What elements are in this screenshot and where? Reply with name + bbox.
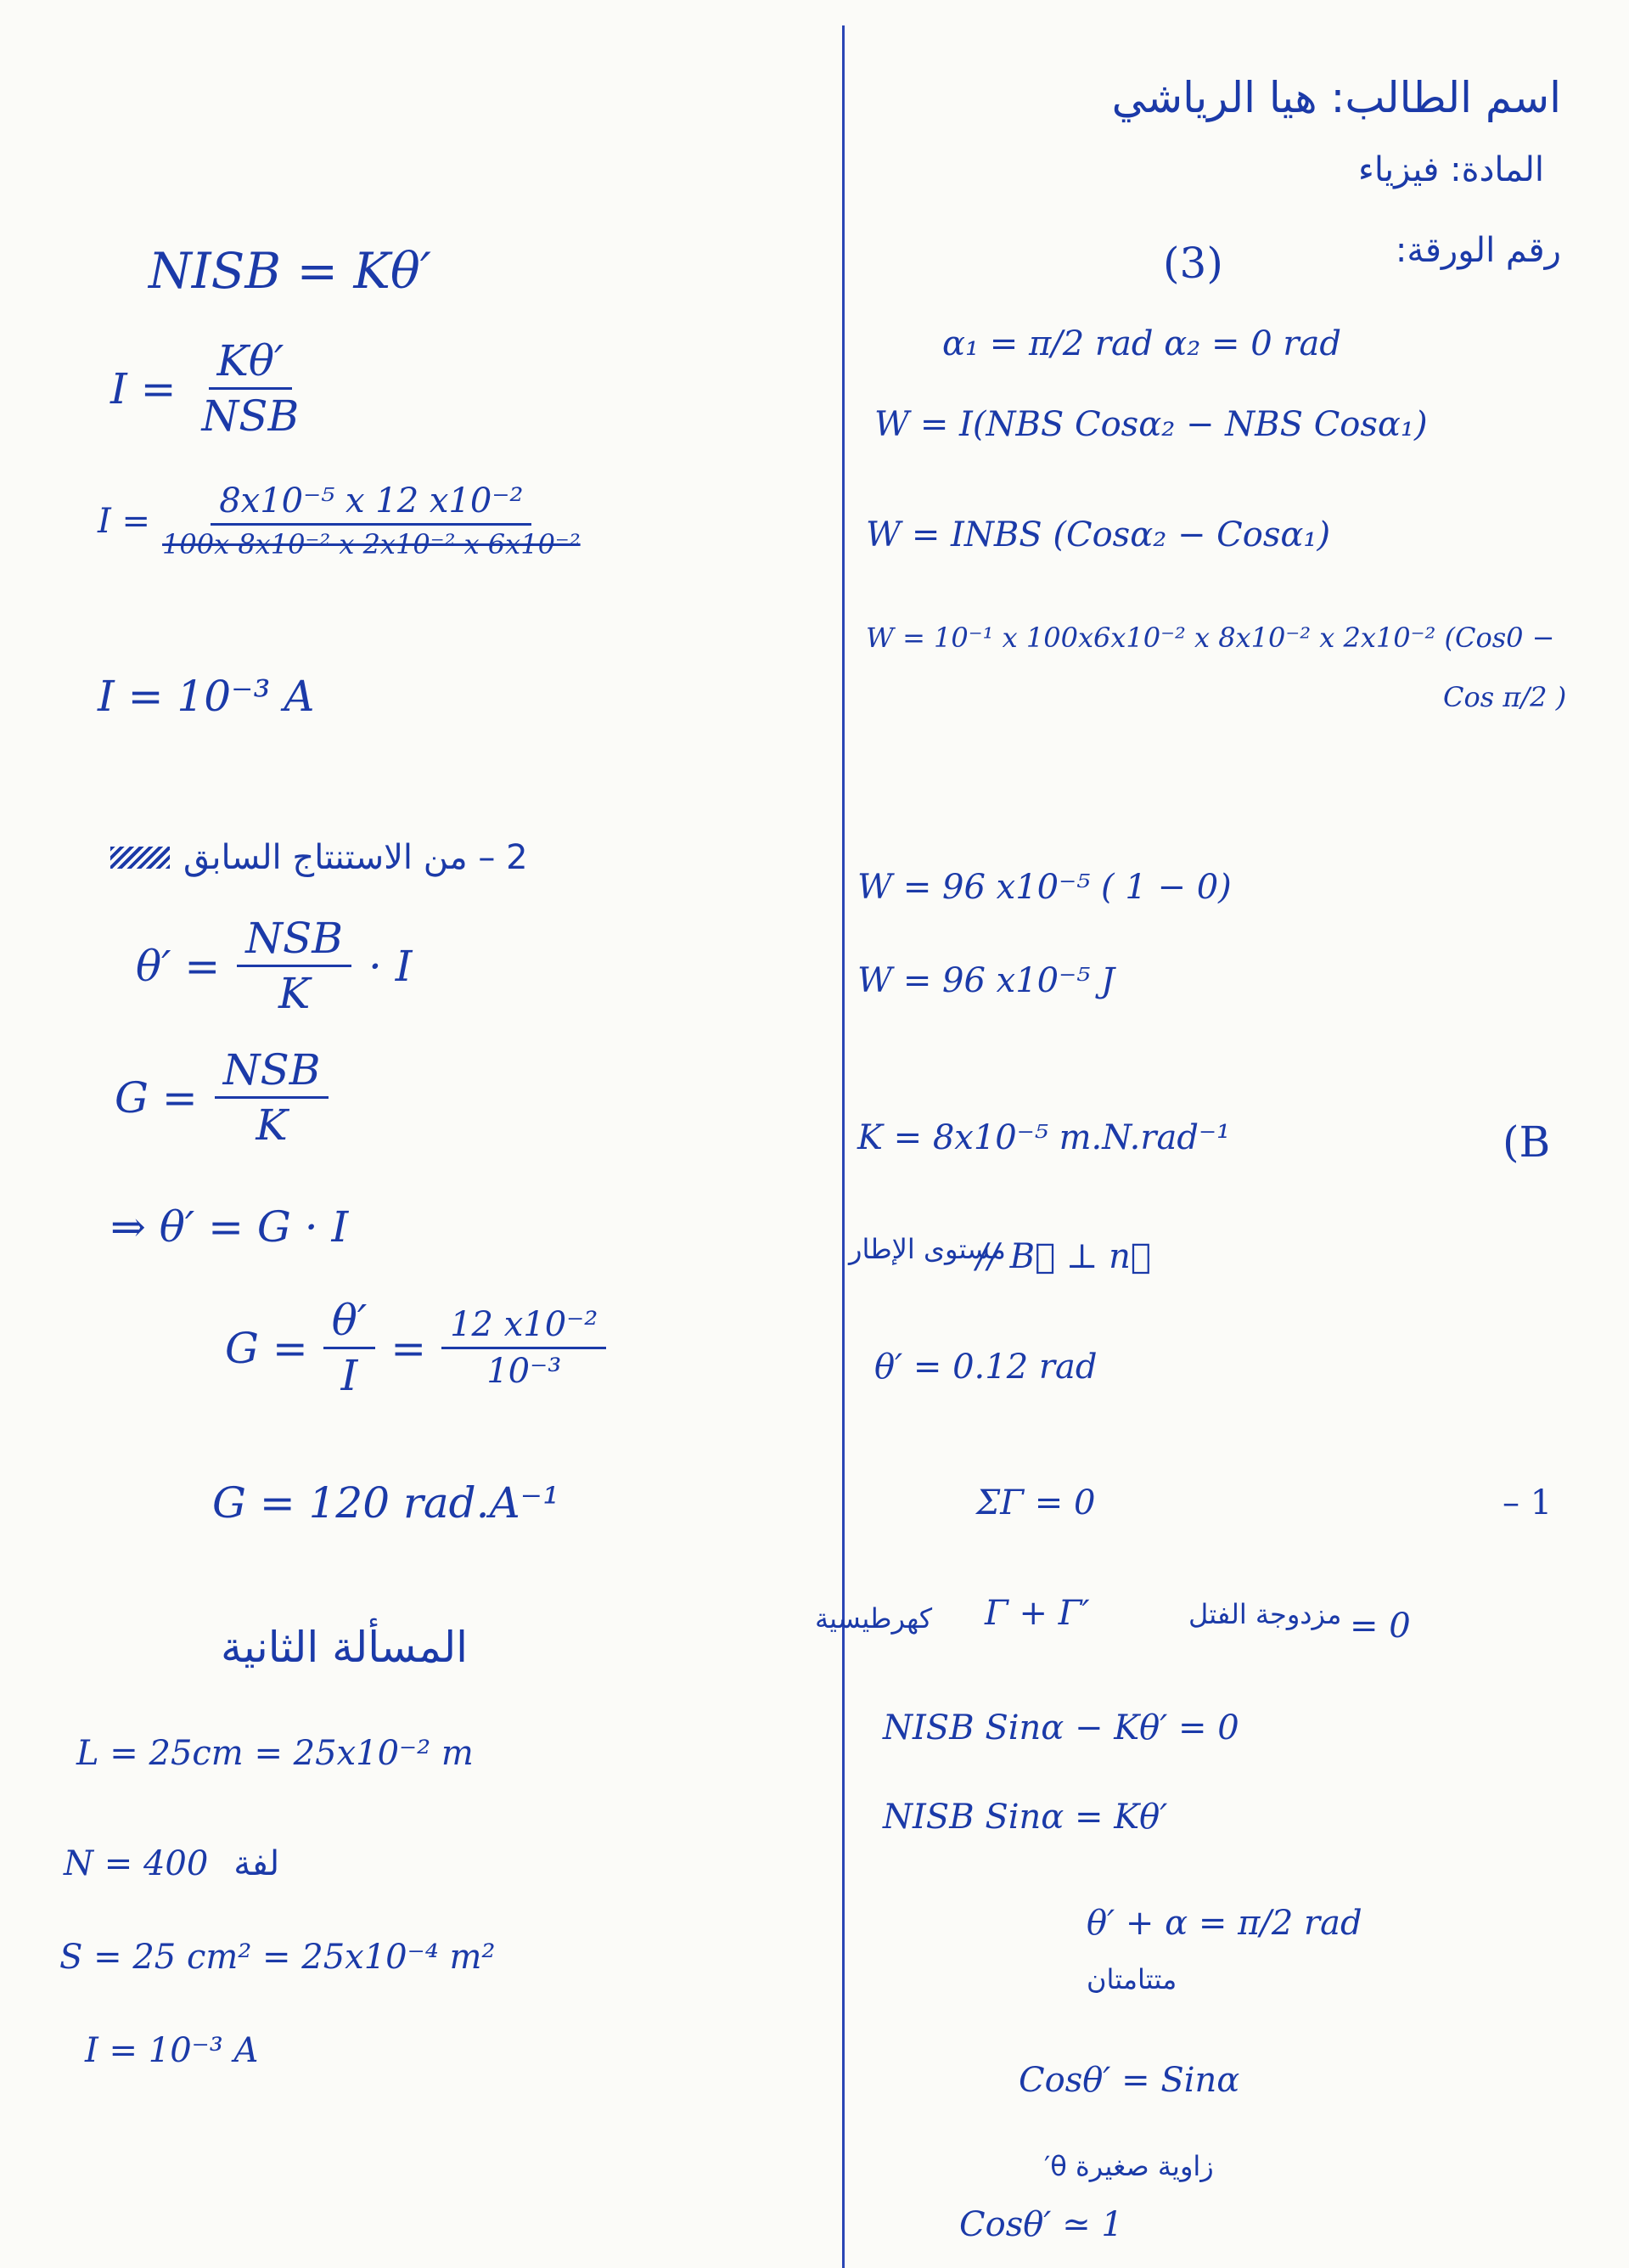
right-eq-torque-sum: ΣΓ = 0 <box>976 1483 1096 1522</box>
crossed-out-scribble <box>110 847 170 869</box>
left-eq-torque: NISB = Kθ′ <box>149 242 431 300</box>
frac-denominator: I <box>340 1351 358 1400</box>
left-eq-theta-lhs: θ′ = <box>136 941 221 991</box>
right-eq-complementary: θ′ + α = π/2 rad <box>1087 1904 1362 1943</box>
subject-line: المادة: فيزياء <box>1358 150 1544 189</box>
frac-denominator: K <box>256 1100 288 1150</box>
frac-numerator: 12 x10⁻² <box>441 1308 606 1349</box>
small-angle-label: زاوية صغيرة θ′ <box>1044 2150 1214 2182</box>
student-name: اسم الطالب: هيا الرياشي <box>1111 73 1561 122</box>
right-eq-k: K = 8x10⁻⁵ m.N.rad⁻¹ <box>857 1118 1231 1157</box>
left-eq-g-value-calc <box>225 1296 606 1400</box>
right-eq-work-factored: W = INBS (Cosα₂ − Cosα₁) <box>866 515 1331 554</box>
frac-denominator: 10⁻³ <box>486 1352 562 1391</box>
left-eq-sub-lhs: I = <box>98 501 151 541</box>
column-divider <box>842 25 845 2268</box>
frame-plane-label: مستوى الإطار <box>849 1233 1006 1265</box>
left-eq-gcalc-lhs: G = <box>225 1323 308 1373</box>
left-eq-current-frac <box>201 336 300 441</box>
left-eq-theta-frac <box>237 914 351 1018</box>
left-eq-gcalc-mid: = <box>390 1323 427 1373</box>
right-eq-work-def: W = I(NBS Cosα₂ − NBS Cosα₁) <box>874 405 1428 444</box>
q2-label: 2 – من الاستنتاج السابق <box>183 838 528 877</box>
left-eq-turns <box>64 1844 280 1883</box>
left-eq-current-substituted <box>98 481 581 560</box>
left-eq-turns-unit: لفة <box>233 1844 280 1883</box>
left-eq-g-lhs: G = <box>115 1072 198 1123</box>
right-eq-theta: θ′ = 0.12 rad <box>874 1348 1098 1387</box>
left-eq-current-given: I = 10⁻³ A <box>85 2031 259 2070</box>
left-eq-theta-g: ⇒ θ′ = G · I <box>110 1202 349 1252</box>
left-eq-g-formula <box>115 1045 329 1150</box>
left-eq-theta-formula <box>136 914 413 1018</box>
left-eq-current-lhs: I = <box>110 363 177 414</box>
left-eq-turns-value: N = 400 <box>64 1844 209 1883</box>
right-eq-work-result: W = 96 x10⁻⁵ J <box>857 961 1115 1000</box>
section-2-heading: المسألة الثانية <box>221 1623 469 1672</box>
frac-numerator: NSB <box>237 917 351 967</box>
right-eq-work-value: W = 96 x10⁻⁵ ( 1 − 0) <box>857 868 1232 907</box>
frac-denominator: 100x 8x10⁻² x 2x10⁻² x 6x10⁻² <box>162 528 581 560</box>
left-eq-theta-rhs: · I <box>368 941 413 991</box>
paper-label: رقم الورقة: <box>1395 231 1561 270</box>
left-eq-g-result: G = 120 rad.A⁻¹ <box>212 1478 560 1528</box>
left-eq-gcalc-frac2 <box>441 1305 606 1391</box>
frac-numerator: 8x10⁻⁵ x 12 x10⁻² <box>211 484 531 526</box>
right-eq-vectors: // B⃗ ⊥ n⃗ <box>976 1237 1151 1276</box>
q2-heading <box>110 838 528 877</box>
frac-numerator: θ′ <box>323 1299 375 1349</box>
frac-numerator: Kθ′ <box>209 340 293 390</box>
left-eq-current-result: I = 10⁻³ A <box>98 672 315 721</box>
right-eq-torques: Γ + Γ′ <box>985 1594 1090 1633</box>
left-eq-area: S = 25 cm² = 25x10⁻⁴ m² <box>59 1938 496 1977</box>
right-eq-torques-rhs: = 0 <box>1350 1607 1411 1646</box>
part-b-label: (B <box>1503 1117 1551 1167</box>
complementary-label: متتامتان <box>1087 1963 1177 1995</box>
torsion-couple-label: مزدوجة الفتل <box>1188 1598 1342 1630</box>
item-number-1: – 1 <box>1503 1483 1553 1522</box>
right-eq-work-substituted-cont: Cos π/2 ) <box>1443 681 1567 713</box>
right-eq-balance-2: NISB Sinα = Kθ′ <box>883 1798 1168 1837</box>
frac-numerator: NSB <box>215 1049 329 1099</box>
paper-number: (3) <box>1163 239 1223 288</box>
left-eq-g-frac <box>215 1045 329 1150</box>
frac-denominator: K <box>278 969 311 1018</box>
right-eq-balance: NISB Sinα − Kθ′ = 0 <box>883 1708 1239 1747</box>
right-eq-work-substituted: W = 10⁻¹ x 100x6x10⁻² x 8x10⁻² x 2x10⁻² (Cos0 − <box>866 622 1555 654</box>
frac-denominator: NSB <box>201 391 300 441</box>
right-eq-cos-approx: Cosθ′ ≃ 1 <box>959 2205 1123 2244</box>
right-eq-alpha: α₁ = π/2 rad α₂ = 0 rad <box>942 324 1341 363</box>
electromagnetic-label: كهرطيسية <box>815 1602 933 1635</box>
left-eq-length: L = 25cm = 25x10⁻² m <box>76 1734 474 1773</box>
left-eq-current-formula <box>110 336 300 441</box>
left-eq-sub-frac <box>162 481 581 560</box>
left-eq-gcalc-frac1 <box>323 1296 375 1400</box>
right-eq-cos-sin: Cosθ′ = Sinα <box>1019 2061 1240 2100</box>
